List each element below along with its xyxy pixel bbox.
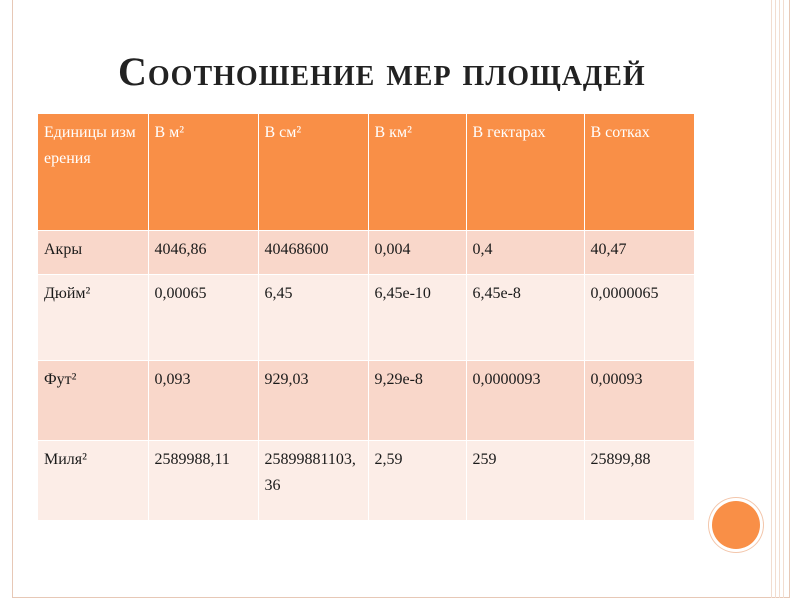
table-cell: 259 [466, 440, 584, 520]
table-cell: 25899,88 [584, 440, 694, 520]
table-row [38, 440, 694, 520]
table-cell: 6,45e-10 [368, 274, 466, 360]
header-cell-m2: В м² [148, 114, 258, 230]
table-cell: 9,29e-8 [368, 360, 466, 440]
table-cell: 2589988,11 [148, 440, 258, 520]
table-cell: 6,45e-8 [466, 274, 584, 360]
units-conversion-table [38, 114, 695, 521]
table-cell: 25899881103,36 [258, 440, 368, 520]
table-cell: 0,004 [368, 230, 466, 274]
table-cell: 0,093 [148, 360, 258, 440]
header-cell-km2: В км² [368, 114, 466, 230]
header-cell-cm2: В см² [258, 114, 368, 230]
decorative-stripes [771, 0, 787, 598]
table-cell: 0,0000093 [466, 360, 584, 440]
header-cell-hectares: В гектарах [466, 114, 584, 230]
row-label: Фут² [38, 360, 148, 440]
table-row [38, 360, 694, 440]
table-cell: 0,4 [466, 230, 584, 274]
header-cell-sotki: В сотках [584, 114, 694, 230]
row-label: Акры [38, 230, 148, 274]
table-header-row [38, 114, 694, 230]
table-cell: 40,47 [584, 230, 694, 274]
table-cell: 929,03 [258, 360, 368, 440]
table-cell: 0,0000065 [584, 274, 694, 360]
row-label: Дюйм² [38, 274, 148, 360]
slide-title: Соотношение мер площадей [118, 49, 646, 94]
table-cell: 0,00093 [584, 360, 694, 440]
table-cell: 40468600 [258, 230, 368, 274]
table-cell: 6,45 [258, 274, 368, 360]
table-cell: 0,00065 [148, 274, 258, 360]
table-cell: 4046,86 [148, 230, 258, 274]
table-cell: 2,59 [368, 440, 466, 520]
orange-circle-icon [712, 501, 760, 549]
table-row [38, 274, 694, 360]
row-label: Миля² [38, 440, 148, 520]
header-cell-units: Единицы измерения [38, 114, 148, 230]
table-row [38, 230, 694, 274]
